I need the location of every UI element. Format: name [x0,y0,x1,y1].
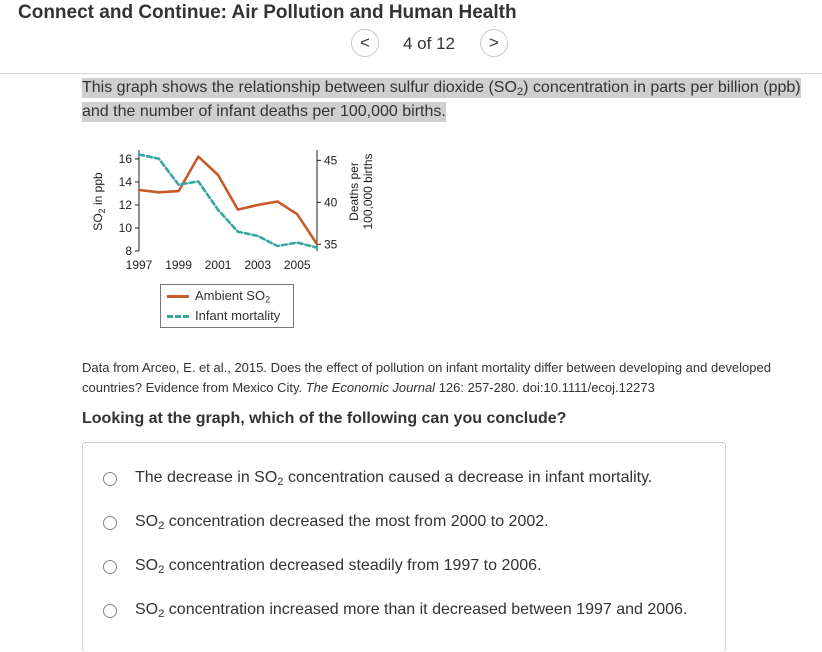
legend-swatch-mortality [167,315,189,318]
citation: Data from Arceo, E. et al., 2015. Does the effect of pollution on infant mortality differ between developing and developed countries? Evidence from Mexico City. The Economic Journal 126: 257-280. doi:10.1111/ecoj.12273 [82,360,771,395]
radio-button[interactable] [103,472,117,486]
option-label: $SO_2$ concentration decreased steadily from 1997 to 2006. [135,557,542,576]
chart-svg [84,140,404,280]
right-tick-label: 35 [324,237,338,252]
x-tick-label: 2005 [283,258,311,272]
option-label: $SO_2$ concentration decreased the most from 2000 to 2002. [135,513,549,532]
x-tick-label: 2001 [204,258,232,272]
radio-button[interactable] [103,604,117,618]
left-tick-label: 12 [118,197,132,212]
legend-item-mortality: Infant mortality [167,308,280,323]
answer-options [82,442,726,652]
x-tick-label: 2003 [244,258,272,272]
right-tick-label: 40 [324,195,338,210]
next-button[interactable]: > [480,29,508,57]
left-tick-label: 8 [125,244,132,258]
radio-button[interactable] [103,516,117,530]
page-title: Connect and Continue: Air Pollution and Human Health [18,2,517,23]
left-tick-label: 16 [118,151,132,166]
series-line-mortality [139,155,317,248]
header-divider [0,73,822,74]
radio-button[interactable] [103,560,117,574]
x-tick-label: 1999 [165,258,192,272]
right-axis-label: Deaths per [347,162,361,221]
right-axis-label-2: 100,000 births [361,153,375,230]
answer-option-2[interactable] [103,511,703,535]
option-label: $SO_2$ concentration increased more than it decreased between 1997 and 2006. [135,601,688,620]
answer-option-1[interactable] [103,467,703,491]
intro-line-1: This graph shows the relationship between sulfur dioxide $(SO_2)$ concentration in parts per billion (ppb) [82,79,801,98]
option-label: The decrease in $SO_2$ concentration caused a decrease in infant mortality. [135,469,653,488]
answer-option-4[interactable] [103,599,703,623]
intro-text [82,76,818,124]
left-axis-label: $SO_2$ in ppb [91,172,107,231]
left-tick-label: 10 [118,220,132,235]
x-tick-label: 1997 [125,258,153,272]
question-prompt: Looking at the graph, which of the following can you conclude? [82,410,567,427]
chart-legend [160,284,294,328]
right-tick-label: 45 [324,153,338,168]
journal-name: The Economic Journal [305,380,436,395]
page-indicator: 4 of 12 [403,34,455,53]
legend-item-so2: Ambient $SO_2$ [167,288,270,303]
legend-swatch-so2 [167,295,189,298]
left-tick-label: 14 [118,174,132,189]
intro-line-2: and the number of infant deaths per 100,000 births. [82,103,446,120]
previous-button[interactable]: < [351,29,379,57]
chart [84,140,404,285]
answer-option-3[interactable] [103,555,703,579]
